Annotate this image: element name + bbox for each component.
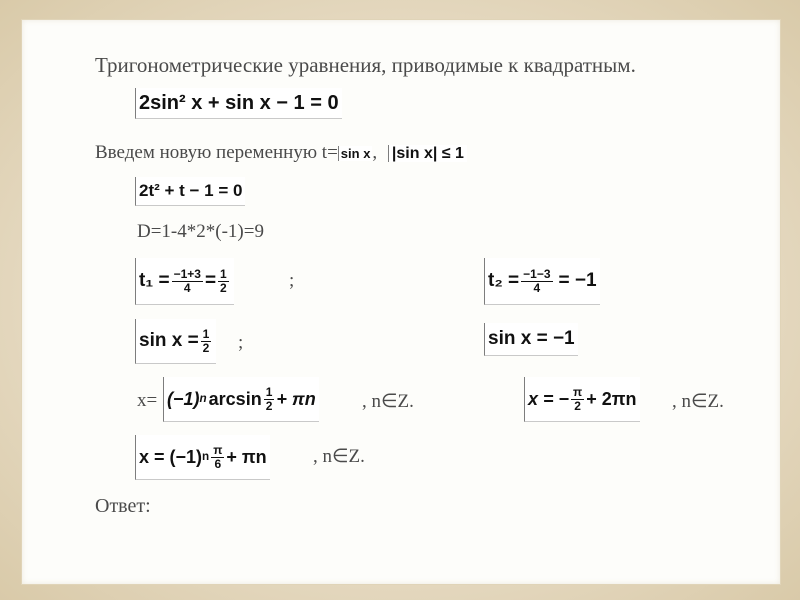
root-t2-denominator: 4 — [533, 280, 541, 295]
answer-equation: x = (−1) n $\frac{\pi}{6}$ + πn — [135, 435, 270, 480]
substitution-condition: |sin x| ≤ 1 — [388, 145, 467, 162]
answer-equation-numerator: π — [213, 442, 223, 457]
solution-1-fraction — [264, 386, 275, 412]
root-t2-result: = −1 — [558, 270, 597, 291]
answer-equation-fraction — [211, 444, 224, 470]
solution-1-sign: (−1) — [167, 388, 200, 409]
solution-2-fraction — [571, 386, 584, 412]
root-t1-denominator: 4 — [183, 280, 191, 295]
root-t2 — [484, 258, 600, 305]
root-t1-result — [218, 268, 229, 294]
solution-2-suffix: , n∈Z. — [672, 391, 724, 412]
slide-title: Тригонометрические уравнения, приводимые к квадратным. — [95, 53, 636, 77]
root-t1-equals: = — [204, 270, 217, 291]
root-t1-result-numerator: 1 — [220, 266, 227, 281]
sin-equation-1-fraction — [201, 328, 212, 354]
answer-label: Ответ: — [95, 495, 151, 517]
equation-quadratic-text: 2t² + t − 1 = 0 — [139, 181, 243, 200]
root-t1-lhs: t₁ = — [139, 270, 170, 291]
sin-equation-1-lhs: sin x = — [139, 330, 199, 351]
equation-quadratic — [135, 177, 245, 206]
solution-1-numerator: 1 — [265, 384, 273, 399]
sin-equation-2-text: sin x = −1 — [488, 328, 575, 349]
solution-1-denominator: 2 — [265, 398, 273, 413]
solution-2-period: + 2πn — [586, 388, 637, 409]
sin-equation-1-denominator: 2 — [202, 340, 210, 355]
sin-equation-1-suffix: ; — [238, 332, 244, 353]
substitution-text: Введем новую переменную t= — [95, 142, 338, 163]
root-t1-fraction — [172, 268, 203, 294]
discriminant: D=1-4*2*(-1)=9 — [137, 221, 264, 242]
answer-equation-suffix: , n∈Z. — [313, 446, 365, 467]
sin-equation-2 — [484, 323, 578, 356]
solution-1-arcsin: arcsin — [208, 388, 262, 409]
solution-2-lhs: x = − — [528, 388, 570, 409]
substitution-line — [95, 142, 467, 164]
solution-1-prefix: x= — [137, 390, 158, 411]
root-t1 — [135, 258, 234, 305]
answer-equation-denominator: 6 — [214, 456, 222, 471]
solution-1: (−1) n arcsin $\frac{1}{2}$ + πn — [163, 377, 319, 422]
solution-1-suffix: , n∈Z. — [362, 391, 414, 412]
solution-2 — [524, 377, 640, 422]
substitution-sin-x: sin x — [338, 146, 373, 161]
answer-equation-period: + πn — [226, 446, 267, 467]
equation-original — [135, 88, 342, 119]
root-t1-suffix: ; — [289, 270, 295, 291]
sin-equation-1-numerator: 1 — [202, 326, 210, 341]
root-t1-numerator: −1+3 — [173, 266, 201, 281]
solution-2-denominator: 2 — [574, 398, 581, 413]
root-t2-numerator: −1−3 — [523, 266, 551, 281]
solution-2-numerator: π — [573, 384, 583, 399]
root-t2-fraction — [521, 268, 552, 294]
equation-original-text: 2sin² x + sin x − 1 = 0 — [139, 91, 339, 114]
root-t2-lhs: t₂ = — [488, 270, 520, 291]
substitution-separator: , — [372, 142, 378, 163]
sin-equation-1 — [135, 319, 216, 364]
solution-1-period: + πn — [276, 388, 316, 409]
answer-equation-sign: x = (−1) — [139, 446, 203, 467]
root-t1-result-denominator: 2 — [220, 280, 227, 295]
